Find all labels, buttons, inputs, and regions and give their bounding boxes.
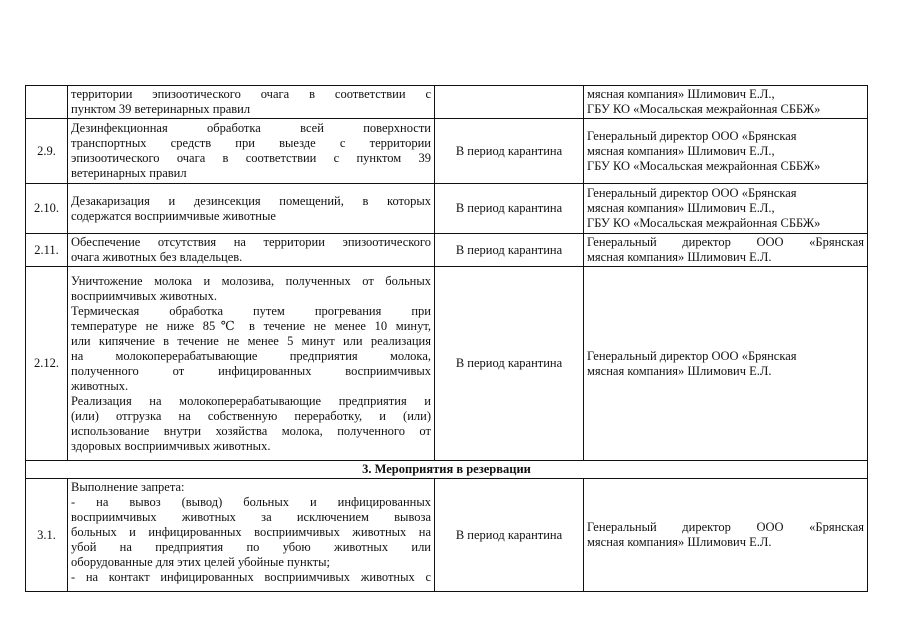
text-line: содержатся восприимчивые животные [71, 208, 276, 223]
text-line: здоровых восприимчивых животных. [71, 438, 271, 453]
row-number: 3.1. [26, 479, 68, 592]
section-title: 3. Мероприятия в резервации [26, 461, 868, 479]
responsible-cell [584, 184, 868, 234]
text-line: (или) отгрузка на собственную переработку, и (или) [71, 408, 431, 423]
responsible-cell [584, 479, 868, 592]
measure-description [68, 479, 435, 592]
measure-description [68, 119, 435, 184]
row-number: 2.9. [26, 119, 68, 184]
text-line: ГБУ КО «Мосальская межрайонная СББЖ» [587, 216, 821, 230]
text-line: Генеральный директор ООО «Брянская [587, 520, 864, 534]
text-line: Термическая обработка путем прогревания при [71, 303, 431, 318]
measure-description [68, 184, 435, 234]
text-line: оборудованные для этих целей убойные пункты; [71, 555, 330, 569]
text-line: на молокоперерабатывающие предприятия молока, [71, 348, 431, 363]
responsible-cell [584, 234, 868, 267]
period-cell [435, 86, 584, 119]
measures-table [25, 85, 868, 592]
text-line: Реализация на молокоперерабатывающие предприятия и [71, 393, 431, 408]
text-line: восприимчивых животных за исключением вывоза [71, 510, 431, 524]
text-line: Обеспечение отсутствия на территории эпизоотического [71, 235, 431, 249]
section-row [26, 461, 868, 479]
responsible-cell [584, 119, 868, 184]
text-line: использование внутри хозяйства молока, полученного от [71, 423, 431, 438]
period-cell: В период карантина [435, 184, 584, 234]
text-line: мясная компания» Шлимович Е.Л. [587, 250, 772, 264]
text-line: транспортных средств при выезде с территории [71, 136, 431, 150]
text-line: - на контакт инфицированных восприимчивых животных с [71, 570, 431, 584]
text-line: ГБУ КО «Мосальская межрайонная СББЖ» [587, 102, 821, 116]
text-line: пунктом 39 ветеринарных правил [71, 102, 251, 116]
text-line: очага животных без владельцев. [71, 250, 243, 264]
text-line: убой на предприятия по убою животных или [71, 540, 431, 554]
text-line: - на вывоз (вывод) больных и инфицированных [71, 495, 431, 509]
text-line: эпизоотического очага в соответствии с пунктом 39 [71, 151, 431, 165]
table-row [26, 86, 868, 119]
text-line: Генеральный директор ООО «Брянская [587, 186, 797, 200]
text-line: ГБУ КО «Мосальская межрайонная СББЖ» [587, 158, 821, 173]
table-row [26, 234, 868, 267]
text-line: мясная компания» Шлимович Е.Л. [587, 363, 772, 378]
text-line: животных. [71, 378, 129, 393]
period-cell: В период карантина [435, 234, 584, 267]
row-number: 2.10. [26, 184, 68, 234]
text-line: мясная компания» Шлимович Е.Л., [587, 143, 775, 158]
table-row [26, 119, 868, 184]
text-line: полученного от инфицированных восприимчивых [71, 363, 431, 378]
text-line: больных и инфицированных восприимчивых животных на [71, 525, 431, 539]
text-line: территории эпизоотического очага в соответствии с [71, 87, 431, 101]
table-row [26, 267, 868, 461]
responsible-cell [584, 86, 868, 119]
table-row [26, 479, 868, 592]
text-line: ветеринарных правил [71, 166, 187, 180]
text-line: Дезакаризация и дезинсекция помещений, в которых [71, 193, 431, 208]
row-number: 2.11. [26, 234, 68, 267]
text-line: Генеральный директор ООО «Брянская [587, 128, 797, 143]
text-line: Уничтожение молока и молозива, полученных от больных [71, 273, 431, 288]
table-row [26, 184, 868, 234]
text-line: мясная компания» Шлимович Е.Л., [587, 201, 775, 215]
text-line: Дезинфекционная обработка всей поверхности [71, 121, 431, 135]
text-line: Генеральный директор ООО «Брянская [587, 348, 797, 363]
measure-description [68, 86, 435, 119]
text-line: температуре не ниже 85℃ в течение не менее 10 минут, [71, 318, 431, 333]
measure-description [68, 267, 435, 461]
period-cell: В период карантина [435, 119, 584, 184]
text-line: Выполнение запрета: [71, 480, 185, 494]
responsible-cell [584, 267, 868, 461]
text-line: восприимчивых животных. [71, 288, 217, 303]
text-line: или кипячение в течение не менее 5 минут или реализация [71, 333, 431, 348]
text-line: мясная компания» Шлимович Е.Л. [587, 535, 772, 549]
row-number: 2.12. [26, 267, 68, 461]
row-number [26, 86, 68, 119]
measure-description [68, 234, 435, 267]
period-cell: В период карантина [435, 267, 584, 461]
period-cell: В период карантина [435, 479, 584, 592]
text-line: мясная компания» Шлимович Е.Л., [587, 87, 775, 101]
text-line: Генеральный директор ООО «Брянская [587, 235, 864, 249]
